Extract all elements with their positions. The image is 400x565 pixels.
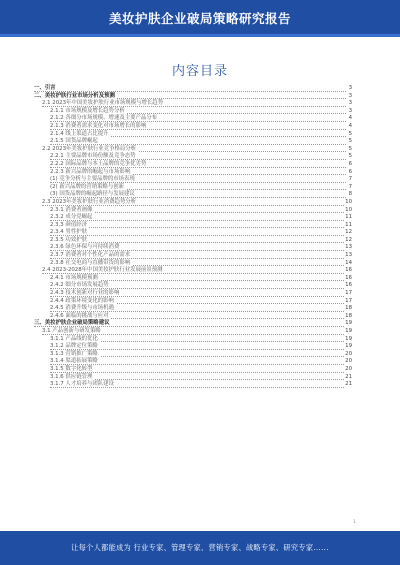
toc-entry[interactable] bbox=[50, 214, 352, 222]
toc-entry-page: 12 bbox=[345, 229, 352, 236]
toc-entry-text: (2) 新兴品牌的营销策略与创新 bbox=[50, 183, 125, 190]
dot-leader bbox=[50, 220, 346, 221]
toc-entry-page: 3 bbox=[348, 92, 352, 99]
toc-entry[interactable] bbox=[50, 169, 352, 177]
dot-leader bbox=[34, 91, 346, 92]
dot-leader bbox=[50, 197, 346, 198]
dot-leader bbox=[50, 212, 346, 213]
toc-entry-text: 2.4.4 政策环境变化的影响 bbox=[50, 297, 114, 304]
dot-leader bbox=[50, 121, 346, 122]
toc-entry-page: 3 bbox=[348, 100, 352, 107]
toc-entry[interactable] bbox=[50, 229, 352, 237]
dot-leader bbox=[50, 159, 346, 160]
toc-entry-text: 2.4.5 消费升级与市场机遇 bbox=[50, 305, 114, 312]
toc-entry-page: 5 bbox=[348, 130, 352, 137]
dot-leader bbox=[34, 326, 346, 327]
toc-entry-text: 2.3 2023年美妆护肤行业消费趋势分析 bbox=[42, 198, 137, 205]
toc-entry[interactable] bbox=[50, 123, 352, 131]
toc-entry-page: 17 bbox=[345, 297, 352, 304]
toc-entry[interactable] bbox=[34, 320, 352, 328]
toc-entry-text: 2.3.2 成分党崛起 bbox=[50, 214, 93, 221]
toc-entry-text: 2.1.3 消费者需求变化对市场增长的影响 bbox=[50, 122, 147, 129]
footer-banner bbox=[0, 531, 400, 565]
toc-title: 内容目录 bbox=[171, 64, 228, 79]
toc-entry-page: 6 bbox=[348, 168, 352, 175]
toc-entry-text: 二、美妆护肤行业市场分析及预测 bbox=[34, 92, 115, 99]
toc-entry-page: 10 bbox=[345, 206, 352, 213]
dot-leader bbox=[50, 288, 346, 289]
toc-entry-page: 3 bbox=[348, 107, 352, 114]
toc-entry-page: 19 bbox=[345, 343, 352, 350]
toc-entry-page: 8 bbox=[348, 191, 352, 198]
toc-entry-text: (1) 竞争分析与主要品牌的市场表现 bbox=[50, 176, 135, 183]
toc-entry-text: 2.3.5 功效护肤 bbox=[50, 236, 87, 243]
toc-entry-page: 19 bbox=[345, 328, 352, 334]
toc-entry-page: 21 bbox=[345, 373, 352, 380]
toc-entry-text: 2.3.6 绿色环保与可持续消费 bbox=[50, 244, 120, 251]
toc-entry[interactable] bbox=[50, 161, 352, 169]
toc-entry-page: 20 bbox=[345, 350, 352, 357]
toc-entry[interactable] bbox=[50, 358, 352, 366]
toc-entry[interactable] bbox=[50, 290, 352, 298]
dot-leader bbox=[50, 235, 346, 236]
toc-entry-page: 11 bbox=[345, 221, 352, 228]
dot-leader bbox=[50, 372, 346, 373]
toc-entry-page: 13 bbox=[345, 252, 352, 259]
toc-entry[interactable] bbox=[34, 85, 352, 93]
toc-entry-text: 2.1.1 市场规模及增长趋势分析 bbox=[50, 107, 125, 114]
toc-entry-page: 17 bbox=[345, 290, 352, 297]
toc-entry-text: 2.1.4 线上渠道占比提升 bbox=[50, 130, 109, 137]
toc-entry[interactable] bbox=[50, 366, 352, 374]
toc-entry-text: 3.1.3 营销推广策略 bbox=[50, 350, 98, 357]
toc-entry-text: 2.4.2 细分市场发展趋势 bbox=[50, 282, 109, 289]
toc-entry-text: 一、引言 bbox=[34, 85, 56, 91]
dot-leader bbox=[50, 364, 346, 365]
toc-entry-page: 12 bbox=[345, 236, 352, 243]
toc-entry-page: 16 bbox=[345, 267, 352, 274]
toc-entry[interactable] bbox=[50, 153, 352, 161]
toc-entry-page: 16 bbox=[345, 282, 352, 289]
toc-entry-page: 4 bbox=[348, 122, 352, 129]
toc-entry-page: 11 bbox=[345, 214, 352, 221]
dot-leader bbox=[50, 227, 346, 228]
toc-entry[interactable] bbox=[50, 244, 352, 252]
toc-entry-text: 2.3.7 消费者对个性化产品的需求 bbox=[50, 252, 131, 259]
toc-entry-page: 7 bbox=[348, 176, 352, 183]
toc-entry-page: 5 bbox=[348, 145, 352, 152]
toc-entry[interactable] bbox=[42, 328, 352, 336]
toc-entry-text: 2.4.6 面临的挑战与应对 bbox=[50, 312, 109, 319]
toc-entry-text: 2.4 2023-2028年中国美妆护肤行业发展前景预测 bbox=[42, 267, 163, 274]
toc-entry-text: 2.3.1 消费者画像 bbox=[50, 206, 93, 213]
dot-leader bbox=[50, 379, 346, 380]
header-divider bbox=[0, 34, 400, 37]
toc-entry-text: 2.1 2023年中国美妆护肤行业市场规模与增长趋势 bbox=[42, 100, 164, 107]
toc-entry[interactable] bbox=[42, 199, 352, 207]
toc-entry-text: 3.1.4 渠道拓展策略 bbox=[50, 358, 98, 365]
footer-slogan: 让每个人都能成为 行业专家、管理专家、营销专家、战略专家、研究专家...... bbox=[71, 543, 329, 552]
toc-entry-page: 4 bbox=[348, 115, 352, 122]
toc-entry-page: 18 bbox=[345, 305, 352, 312]
toc-entry-text: 3.1.2 品牌定位策略 bbox=[50, 343, 98, 350]
toc-entry-text: 3.1.6 供应链管理 bbox=[50, 373, 93, 380]
toc-entry-text: 2.3.8 社交电商与直播带货的影响 bbox=[50, 259, 131, 266]
toc-entry-page: 5 bbox=[348, 138, 352, 145]
toc-entry-text: 2.2.1 主要品牌市场份额及竞争态势 bbox=[50, 153, 136, 160]
toc-entry-text: 2.2.2 国际品牌与本土品牌的竞争优劣势 bbox=[50, 160, 147, 167]
toc-entry-text: 2.2.3 新兴品牌的崛起与市场影响 bbox=[50, 168, 131, 175]
toc-entry-text: 2.1.2 各细分市场规模、增速及主要产品分布 bbox=[50, 115, 158, 122]
toc-entry-page: 20 bbox=[345, 358, 352, 365]
toc-entry[interactable] bbox=[50, 305, 352, 313]
toc-entry[interactable] bbox=[50, 252, 352, 260]
toc-entry-text: 2.4.1 市场规模预测 bbox=[50, 274, 98, 281]
toc-entry-text: 3.1.5 数字化转型 bbox=[50, 365, 93, 372]
toc-entry-page: 21 bbox=[345, 381, 352, 388]
toc-entry-page: 3 bbox=[348, 85, 352, 91]
toc-entry-text: (3) 国货品牌的崛起路径与发展建议 bbox=[50, 191, 135, 198]
table-of-contents bbox=[34, 85, 352, 389]
toc-entry-text: 3.1.7 人才培养与团队建设 bbox=[50, 381, 114, 388]
toc-entry[interactable] bbox=[42, 100, 352, 108]
toc-entry[interactable] bbox=[50, 282, 352, 290]
toc-entry-page: 13 bbox=[345, 244, 352, 251]
dot-leader bbox=[50, 250, 346, 251]
header-banner bbox=[0, 0, 400, 34]
toc-entry-page: 20 bbox=[345, 365, 352, 372]
toc-entry-text: 2.3.3 颜值经济 bbox=[50, 221, 87, 228]
toc-entry[interactable] bbox=[50, 138, 352, 146]
toc-entry[interactable] bbox=[50, 207, 352, 215]
toc-entry-page: 19 bbox=[345, 320, 352, 327]
toc-entry[interactable] bbox=[50, 176, 352, 184]
report-title: 美妆护肤企业破局策略研究报告 bbox=[108, 11, 291, 26]
toc-entry-page: 7 bbox=[348, 183, 352, 190]
toc-entry-text: 3.1 产品创新与研发策略 bbox=[42, 328, 101, 334]
toc-entry-page: 16 bbox=[345, 274, 352, 281]
toc-entry-page: 6 bbox=[348, 160, 352, 167]
toc-entry-text: 2.1.5 国货品牌崛起 bbox=[50, 138, 98, 145]
toc-entry[interactable] bbox=[50, 343, 352, 351]
toc-entry-page: 19 bbox=[345, 335, 352, 342]
toc-entry-text: 2.2 2023年美妆护肤行业竞争格局分析 bbox=[42, 145, 137, 152]
toc-entry[interactable] bbox=[50, 115, 352, 123]
toc-entry-page: 5 bbox=[348, 153, 352, 160]
toc-entry-text: 2.3.4 男性护肤 bbox=[50, 229, 87, 236]
toc-entry-text: 3.1.1 产品线的优化 bbox=[50, 335, 98, 342]
toc-entry-page: 18 bbox=[345, 312, 352, 319]
toc-entry[interactable] bbox=[50, 381, 352, 389]
toc-entry-text: 2.4.3 技术创新对行业的影响 bbox=[50, 290, 120, 297]
toc-entry-page: 10 bbox=[345, 198, 352, 205]
page-number: 1 bbox=[353, 520, 356, 525]
toc-entry-page: 14 bbox=[345, 259, 352, 266]
toc-entry-text: 三、美妆护肤企业破局策略建议 bbox=[34, 320, 110, 327]
toc-entry[interactable] bbox=[42, 267, 352, 275]
toc-entry[interactable] bbox=[50, 191, 352, 199]
toc-entry[interactable] bbox=[50, 222, 352, 230]
